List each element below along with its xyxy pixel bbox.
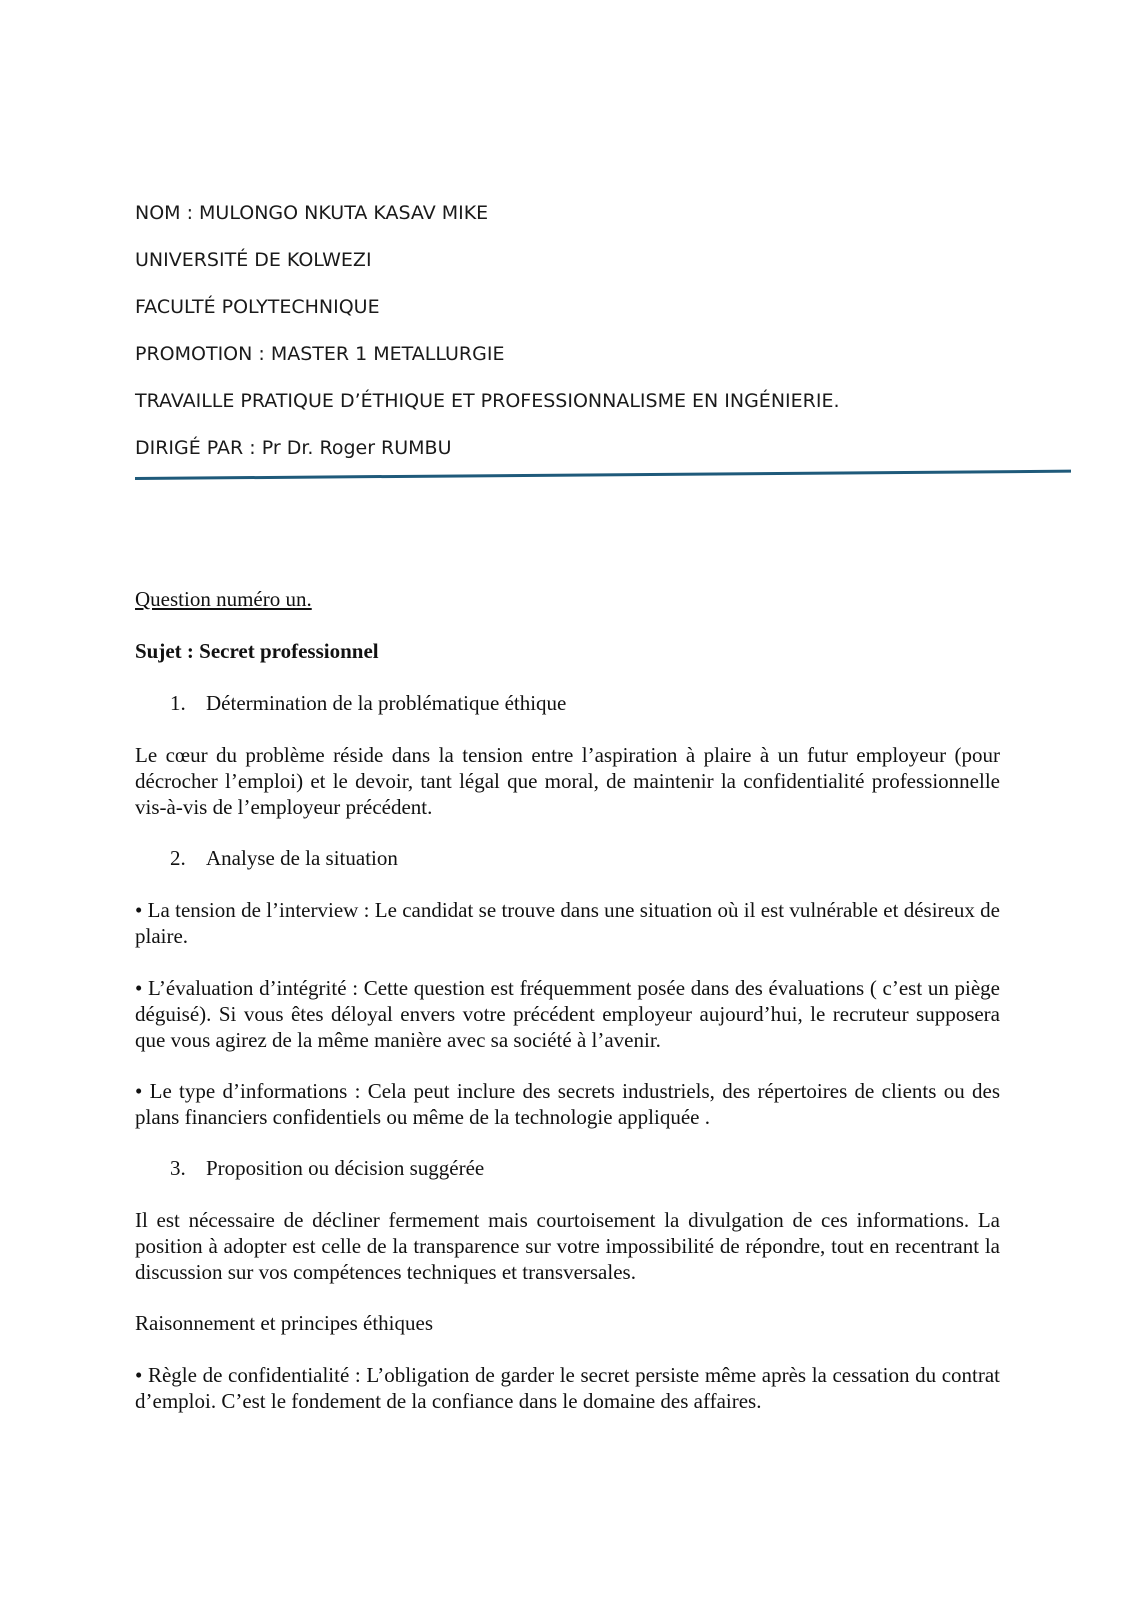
bullet-confidentiality: • Règle de confidentialité : L’obligation de garder le secret persiste même après la cessation du contrat d’emploi. C’est le fondement de la confiance dans le domaine des affaires. bbox=[135, 1363, 1000, 1413]
numbered-item-2 bbox=[170, 845, 398, 871]
paragraph-proposal: Il est nécessaire de décliner fermement mais courtoisement la divulgation de ces informations. La position à adopter est celle de la transparence sur votre impossibilité de répondre, tout en recentrant la discussion sur vos compétences techniques et transversales. bbox=[135, 1208, 1000, 1284]
numbered-item-3 bbox=[170, 1155, 484, 1181]
subject-heading: Sujet : Secret professionnel bbox=[135, 639, 379, 663]
item-label: Détermination de la problématique éthique bbox=[206, 691, 567, 715]
bullet-interview: • La tension de l’interview : Le candidat se trouve dans une situation où il est vulnérable et désireux de plaire. bbox=[135, 898, 1000, 948]
item-number: 2. bbox=[170, 846, 186, 870]
supervisor: DIRIGÉ PAR : Pr Dr. Roger RUMBU bbox=[135, 437, 452, 459]
item-label: Analyse de la situation bbox=[206, 846, 398, 870]
paragraph-problem: Le cœur du problème réside dans la tension entre l’aspiration à plaire à un futur employeur (pour décrocher l’emploi) et le devoir, tant légal que moral, de maintenir la confidentialité professionnelle vis-à-vis de l’employeur précédent. bbox=[135, 743, 1000, 819]
header-divider bbox=[135, 470, 1071, 480]
item-number: 1. bbox=[170, 691, 186, 715]
item-label: Proposition ou décision suggérée bbox=[206, 1156, 485, 1180]
bullet-integrity: • L’évaluation d’intégrité : Cette question est fréquemment posée dans des évaluations ( c’est un piège déguisé). Si vous êtes déloyal envers votre précédent employeur aujourd’hui, le recruteur supposera que vous agirez de la même manière avec sa société à l’avenir. bbox=[135, 976, 1000, 1052]
reasoning-heading: Raisonnement et principes éthiques bbox=[135, 1311, 434, 1335]
bullet-information: • Le type d’informations : Cela peut inclure des secrets industriels, des répertoires de clients ou des plans financiers confidentiels ou même de la technologie appliquée . bbox=[135, 1079, 1000, 1129]
question-title: Question numéro un. bbox=[135, 587, 312, 611]
faculty-name: FACULTÉ POLYTECHNIQUE bbox=[135, 296, 380, 318]
student-name: NOM : MULONGO NKUTA KASAV MIKE bbox=[135, 202, 489, 224]
university-name: UNIVERSITÉ DE KOLWEZI bbox=[135, 249, 372, 271]
promotion: PROMOTION : MASTER 1 METALLURGIE bbox=[135, 343, 505, 365]
assignment-title: TRAVAILLE PRATIQUE D’ÉTHIQUE ET PROFESSIONNALISME EN INGÉNIERIE. bbox=[135, 390, 840, 412]
numbered-item-1 bbox=[170, 690, 566, 716]
item-number: 3. bbox=[170, 1156, 186, 1180]
